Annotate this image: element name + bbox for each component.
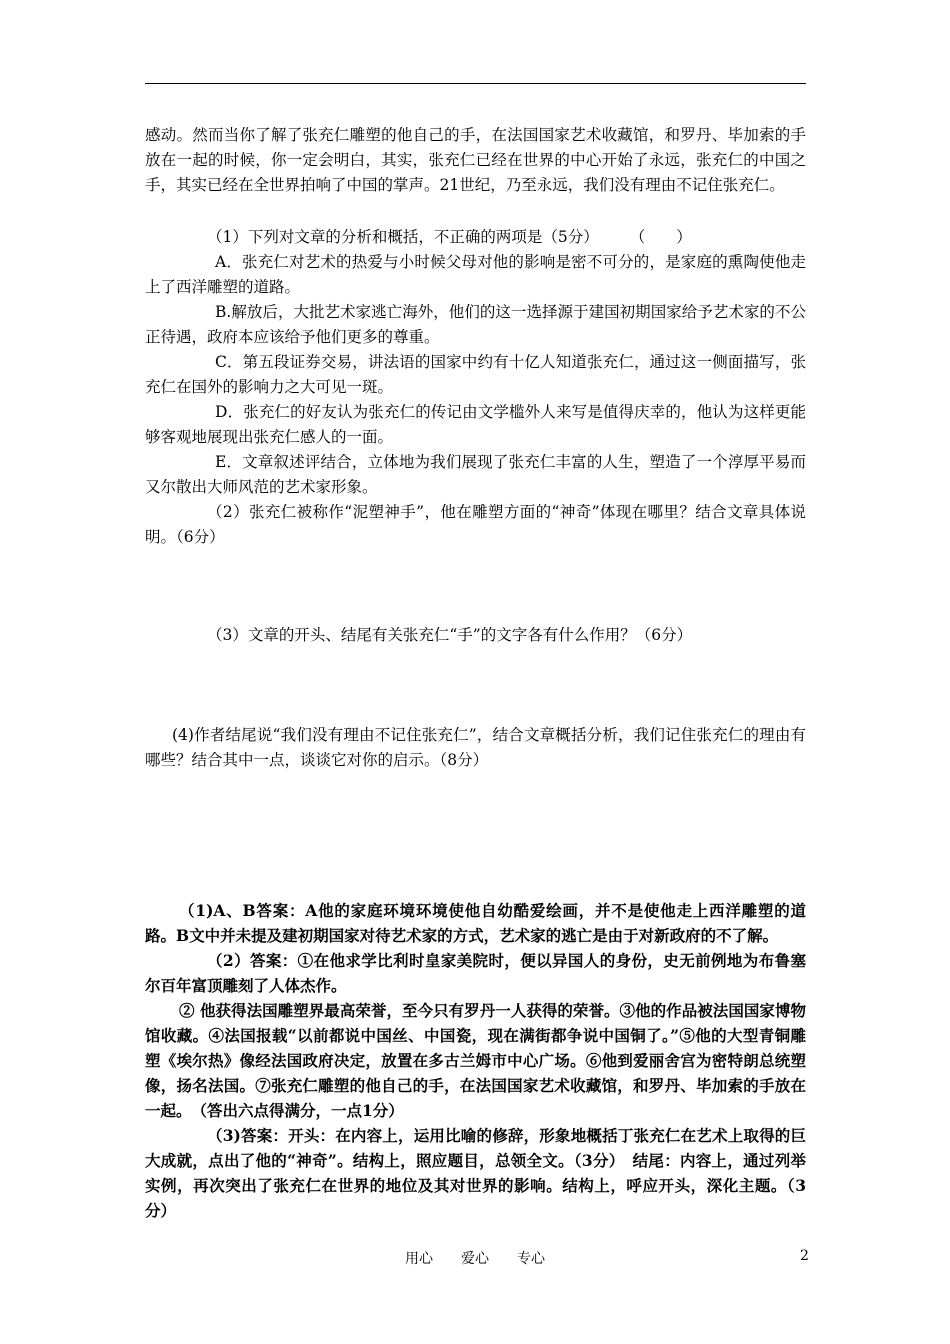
intro-paragraph: 感动。然而当你了解了张充仁雕塑的他自己的手，在法国国家艺术收藏馆，和罗丹、毕加索的手放在一起的时候，你一定会明白，其实，张充仁已经在世界的中心开始了永远，张充仁的中国之手，其实已经在全世界拍响了中国的掌声。21世纪，乃至永远，我们没有理由不记住张充仁。 [145, 126, 806, 194]
page-number: 2 [800, 1248, 809, 1264]
question-1-option-b: B.解放后，大批艺术家逃亡海外，他们的这一选择源于建国初期国家给予艺术家的不公正待遇，政府本应该给予他们更多的尊重。 [145, 303, 806, 346]
answer-2-first: （2）答案：①在他求学比利时皇家美院时，便以异国人的身份，史无前例地为布鲁塞尔百年富顶雕刻了人体杰作。 [145, 951, 806, 995]
footer-motto: 用心 爱心 专心 [405, 1251, 545, 1267]
question-1-option-a: A．张充仁对艺术的热爱与小时候父母对他的影响是密不可分的，是家庭的熏陶使他走上了西洋雕塑的道路。 [145, 253, 806, 296]
question-1-option-e: E．文章叙述评结合，立体地为我们展现了张充仁丰富的人生，塑造了一个淳厚平易而又尔散出大师风范的艺术家形象。 [145, 453, 806, 496]
question-4: (4)作者结尾说“我们没有理由不记住张充仁”，结合文章概括分析，我们记住张充仁的理由有哪些？结合其中一点，谈谈它对你的启示。（8分） [145, 726, 806, 769]
header-rule [145, 83, 806, 84]
answer-2-rest: ② 他获得法国雕塑界最高荣誉，至今只有罗丹一人获得的荣誉。③他的作品被法国国家博物馆收藏。④法国报载“以前都说中国丝、中国瓷，现在满街都争说中国铜了。”⑤他的大型青铜雕塑《埃尔热》像经法国政府决定，放置在多古兰姆市中心广场。⑥他到爱丽舍宫为密特朗总统塑像，扬名法国。⑦张充仁雕塑的他自己的手，在法国国家艺术收藏馆，和罗丹、毕加索的手放在一起。 （答出六点得满分，一点1分） [145, 1001, 806, 1120]
page-footer [0, 1248, 950, 1270]
answer-1: （1)A、B答案：A他的家庭环境环境使他自幼酷爱绘画，并不是使他走上西洋雕塑的道路。B文中并未提及建初期国家对待艺术家的方式，艺术家的逃亡是由于对新政府的不了解。 [145, 901, 806, 945]
question-3: （3）文章的开头、结尾有关张充仁“手”的文字各有什么作用？（6分） [207, 626, 693, 644]
question-2: （2）张充仁被称作“泥塑神手”，他在雕塑方面的“神奇”体现在哪里？结合文章具体说明。（6分） [145, 503, 806, 546]
question-1-option-c: C．第五段证券交易，讲法语的国家中约有十亿人知道张充仁，通过这一侧面描写，张充仁在国外的影响力之大可见一斑。 [145, 353, 806, 396]
question-1-option-d: D．张充仁的好友认为张充仁的传记由文学槛外人来写是值得庆幸的，他认为这样更能够客观地展现出张充仁感人的一面。 [145, 403, 806, 446]
answer-3: （3)答案：开头：在内容上，运用比喻的修辞，形象地概括丁张充仁在艺术上取得的巨大成就，点出了他的“神奇”。结构上，照应题目，总领全文。（3分） 结尾：内容上，通过列举实例，再次突出了张充仁在世界的地位及其对世界的影响。结构上，呼应开头，深化主题。（3分） [145, 1126, 806, 1220]
question-1-stem: （1）下列对文章的分析和概括，不正确的两项是（5分） （ ） [207, 228, 692, 246]
